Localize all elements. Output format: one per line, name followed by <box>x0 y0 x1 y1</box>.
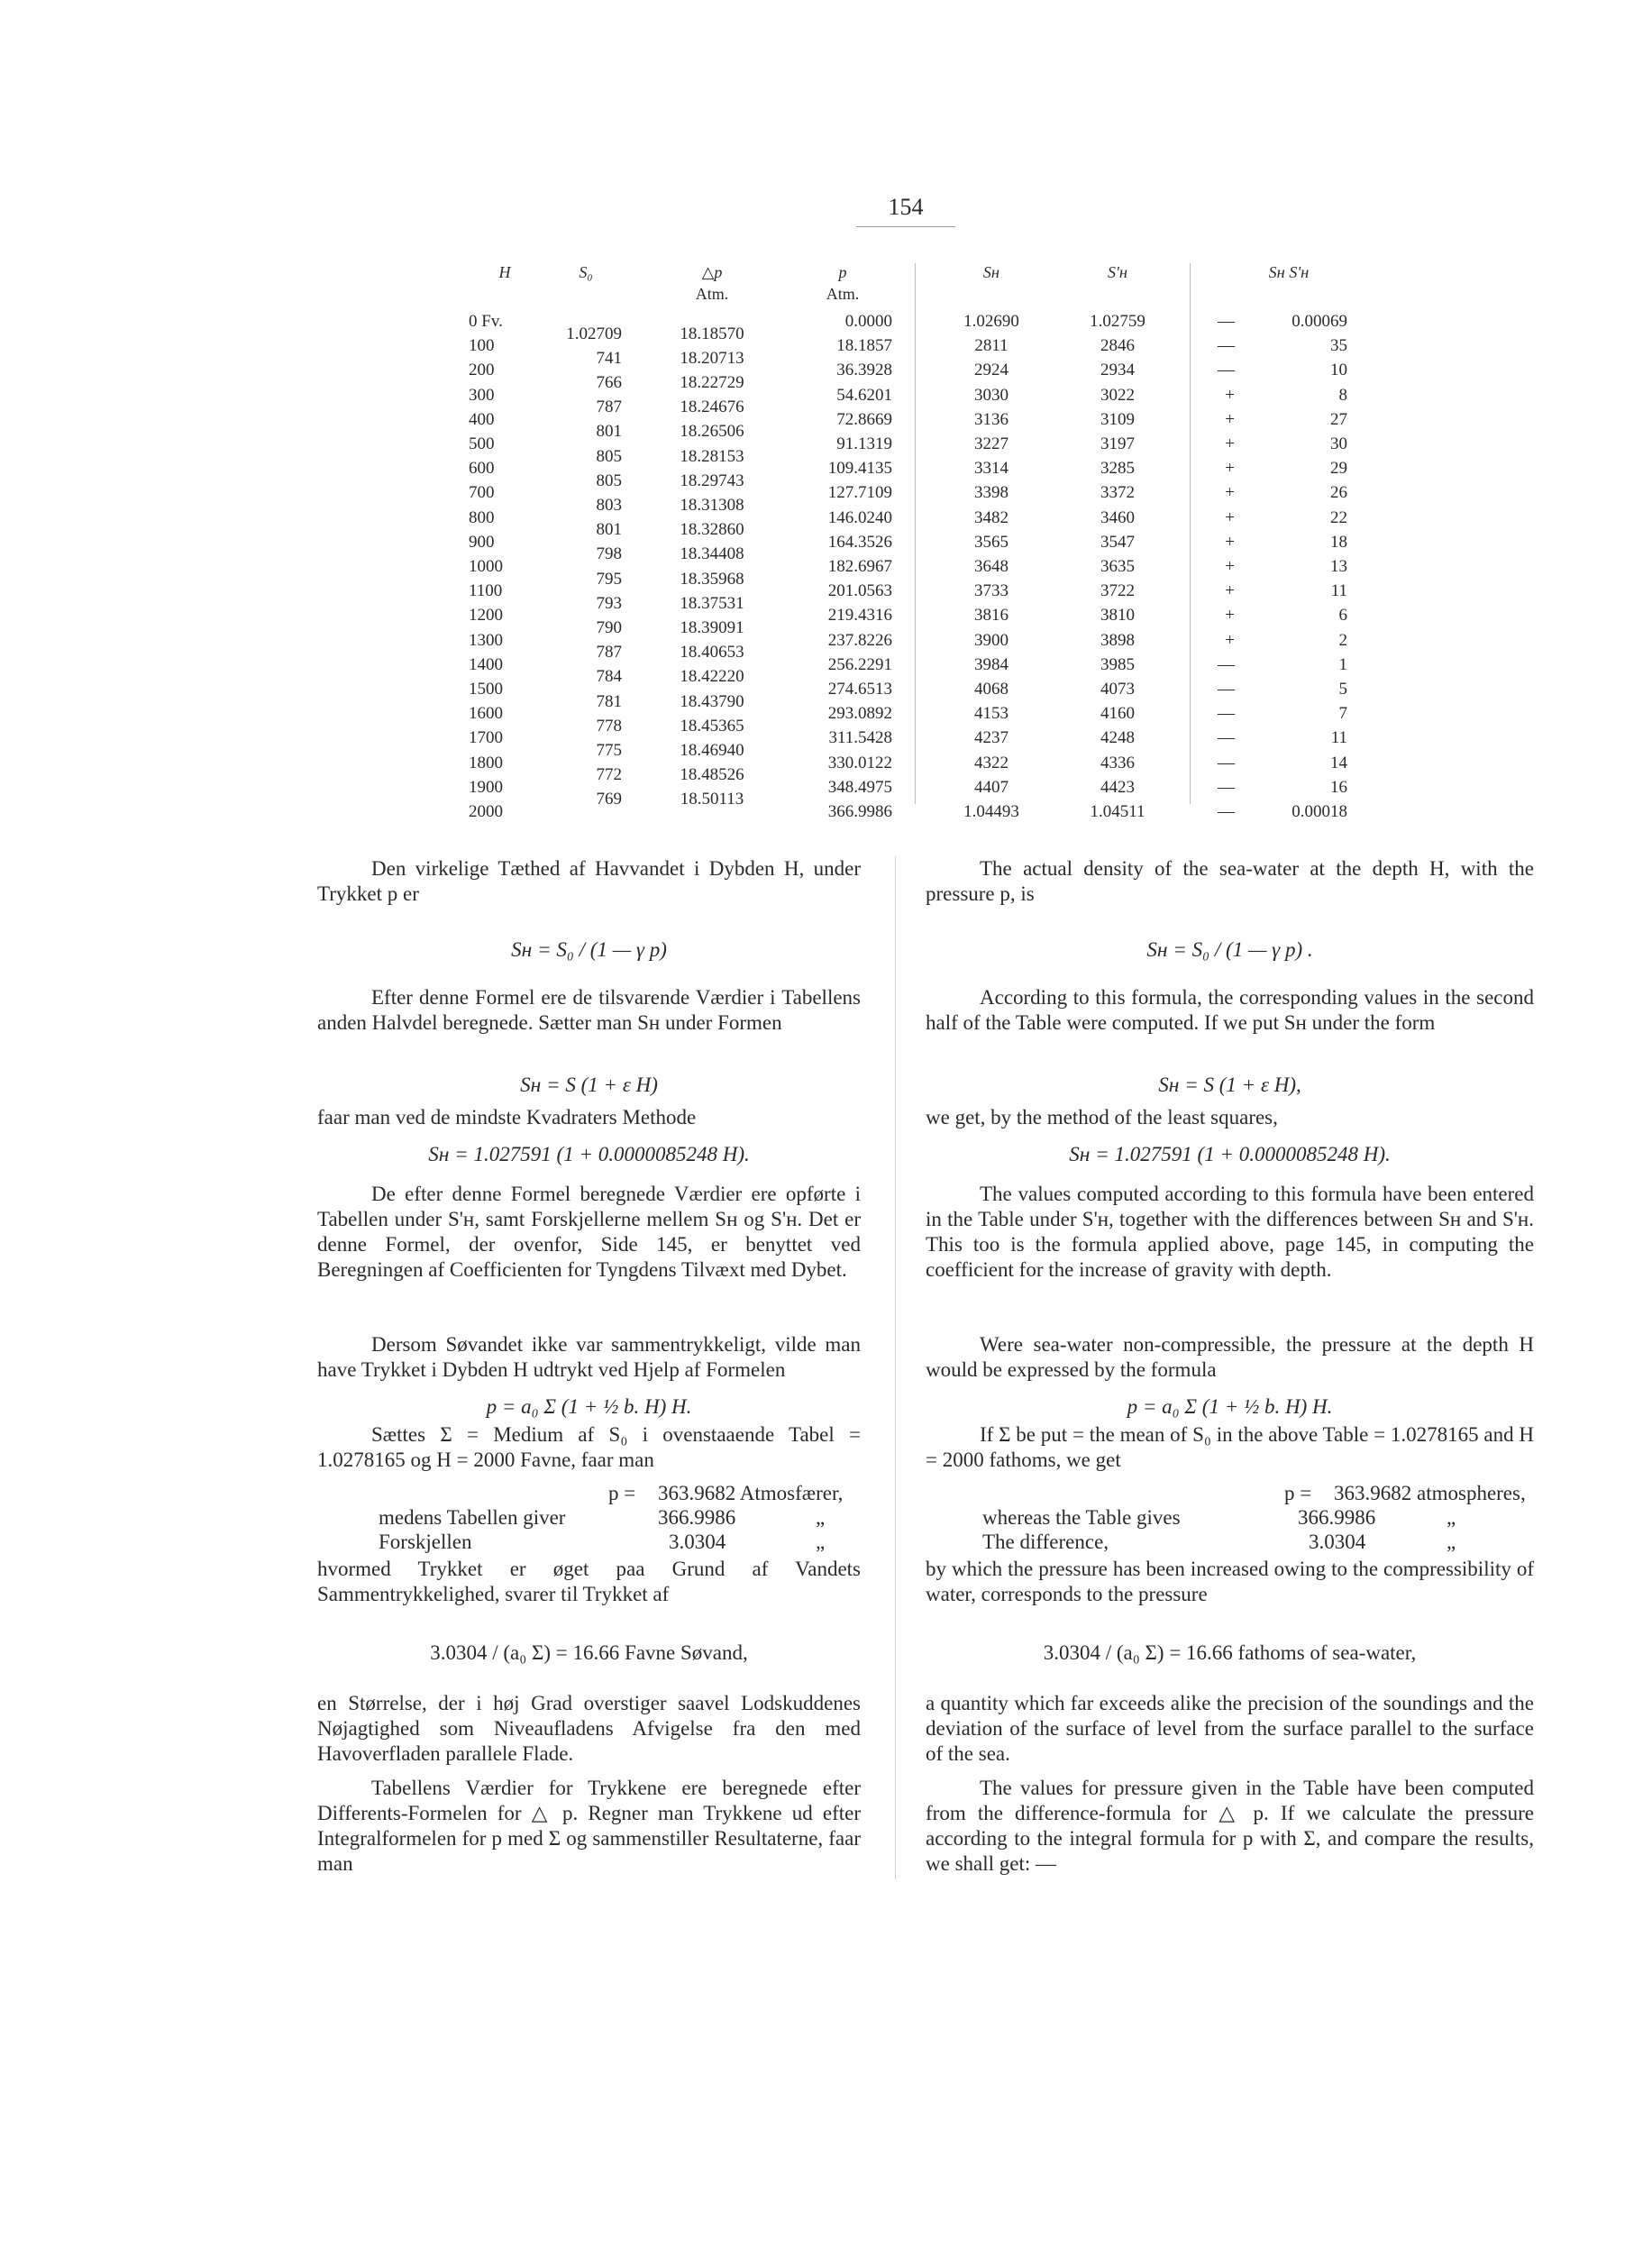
table-cell-sph: 1.04511 <box>1090 802 1145 821</box>
table-cell-sph: 3810 <box>1100 606 1135 626</box>
table-cell-so: 790 <box>596 618 622 637</box>
table-cell-sh: 4068 <box>974 680 1009 699</box>
right-formula-pressure: p = a₀ Σ (1 + ½ b. H) H. <box>1127 1395 1333 1418</box>
table-cell-diff: 0.00069 <box>1291 312 1347 331</box>
table-cell-diff: 11 <box>1330 728 1347 748</box>
table-cell-diff: 35 <box>1330 336 1347 356</box>
table-cell-sh: 3482 <box>974 507 1009 527</box>
table-cell-dp: 18.24676 <box>680 398 744 417</box>
header-h: H <box>498 263 511 281</box>
table-cell-diff-sign: + <box>1225 459 1235 479</box>
table-cell-sh: 2811 <box>974 336 1009 356</box>
right-para-4: The values computed according to this formula have been entered in the Table under S'ʜ, together with the differences between Sʜ and S'ʜ. This too is the formula applied above, page 145, in computing the coefficient for the increase of gravity with depth. <box>926 1183 1534 1281</box>
right-formula-fathoms: 3.0304 / (a₀ Σ) = 16.66 fathoms of sea-water, <box>1043 1641 1417 1664</box>
left-para-9: Tabellens Værdier for Trykkene ere beregnede efter Differents-Formelen for △ p. Regner man Trykkene ud efter Integralformelen for p med Σ og sammenstiller Resultaterne, faar man <box>317 1777 861 1875</box>
table-cell-diff-sign: + <box>1225 409 1235 429</box>
table-cell-p: 127.7109 <box>827 483 892 503</box>
table-cell-diff-sign: + <box>1225 385 1235 405</box>
table-cell-sph: 2846 <box>1100 336 1135 356</box>
table-cell-diff-sign: — <box>1218 336 1235 356</box>
table-cell-dp: 18.48526 <box>680 765 744 785</box>
left-para-5: Dersom Søvandet ikke var sammentrykkeligt, vilde man have Trykket i Dybden H udtrykt ved Hjelp af Formelen <box>317 1333 861 1381</box>
table-cell-diff: 14 <box>1330 753 1347 772</box>
table-cell-diff-sign: + <box>1225 557 1235 576</box>
table-cell-diff-sign: — <box>1218 802 1235 821</box>
table-cell-sph: 3547 <box>1100 532 1135 552</box>
table-cell-so: 803 <box>596 496 622 515</box>
table-cell-dp: 18.26506 <box>680 422 744 442</box>
table-cell-so: 1.02709 <box>566 324 622 343</box>
table-cell-so: 781 <box>596 691 622 711</box>
header-dp-unit: Atm. <box>695 285 729 303</box>
table-cell-diff: 11 <box>1330 581 1347 601</box>
table-cell-diff: 5 <box>1338 680 1347 699</box>
table-cell-p: 54.6201 <box>836 385 892 405</box>
table-cell-p: 330.0122 <box>827 753 892 772</box>
right-result-label-3: The difference, <box>982 1531 1109 1553</box>
table-cell-sph: 3372 <box>1100 483 1135 503</box>
table-cell-sph: 4073 <box>1100 680 1135 699</box>
table-cell-so: 805 <box>596 446 622 466</box>
right-result-mark-2: „ <box>1447 1506 1456 1529</box>
table-cell-sph: 3898 <box>1100 630 1135 650</box>
table-cell-sph: 3722 <box>1100 581 1135 601</box>
table-cell-so: 805 <box>596 471 622 490</box>
table-cell-so: 775 <box>596 741 622 760</box>
table-cell-sh: 3984 <box>974 654 1009 674</box>
table-cell-h: 200 <box>469 361 495 380</box>
table-cell-diff-sign: — <box>1218 753 1235 772</box>
left-result-label-2: medens Tabellen giver <box>379 1506 566 1529</box>
table-cell-p: 146.0240 <box>827 507 892 527</box>
table-cell-diff: 29 <box>1330 459 1347 479</box>
left-formula-density: Sʜ = S₀ / (1 — γ p) <box>511 938 667 961</box>
table-cell-h: 2000 <box>469 802 503 821</box>
table-cell-diff: 16 <box>1330 777 1347 797</box>
header-p-unit: Atm. <box>826 285 860 303</box>
table-cell-so: 801 <box>596 520 622 540</box>
table-cell-diff-sign: — <box>1218 312 1235 331</box>
right-para-3: we get, by the method of the least squares, <box>926 1106 1278 1129</box>
table-cell-so: 787 <box>596 398 622 417</box>
right-formula-least-squares: Sʜ = 1.027591 (1 + 0.0000085248 H). <box>1069 1143 1391 1165</box>
right-para-8: a quantity which far exceeds alike the precision of the soundings and the deviation of the surface of level from the surface parallel to the surface of the sea. <box>926 1692 1534 1765</box>
right-para-9: The values for pressure given in the Table have been computed from the difference-formula for △ p. If we calculate the pressure according to the integral formula for p with Σ, and compare the results, we shall get: — <box>926 1777 1534 1875</box>
table-cell-sph: 3985 <box>1100 654 1135 674</box>
table-cell-h: 300 <box>469 385 495 405</box>
table-cell-so: 798 <box>596 544 622 564</box>
table-cell-h: 800 <box>469 507 495 527</box>
left-para-1: Den virkelige Tæthed af Havvandet i Dybden H, under Trykket p er <box>317 857 861 905</box>
table-cell-sh: 3227 <box>974 434 1009 453</box>
table-cell-p: 109.4135 <box>827 459 892 479</box>
table-cell-sh: 4153 <box>974 704 1009 724</box>
table-cell-sph: 4336 <box>1100 753 1135 772</box>
table-cell-sh: 3816 <box>974 606 1009 626</box>
table-cell-h: 1700 <box>469 728 503 748</box>
table-cell-diff-sign: — <box>1218 361 1235 380</box>
header-sph: S'ʜ <box>1107 263 1128 281</box>
right-para-1: The actual density of the sea-water at the depth H, with the pressure p, is <box>926 857 1534 905</box>
table-rule <box>915 263 916 804</box>
table-cell-diff: 10 <box>1330 361 1347 380</box>
left-result-value-2: 366.9986 <box>658 1506 736 1529</box>
left-para-7: hvormed Trykket er øget paa Grund af Vandets Sammentrykkelighed, svarer til Trykket af <box>317 1558 861 1605</box>
table-cell-p: 256.2291 <box>827 654 892 674</box>
table-cell-p: 237.8226 <box>827 630 892 650</box>
table-cell-diff: 0.00018 <box>1291 802 1347 821</box>
table-cell-sh: 4237 <box>974 728 1009 748</box>
table-cell-h: 600 <box>469 459 495 479</box>
table-cell-sph: 4248 <box>1100 728 1135 748</box>
table-cell-p: 18.1857 <box>836 336 892 356</box>
table-rule <box>1190 263 1191 804</box>
table-cell-so: 766 <box>596 373 622 392</box>
table-cell-p: 182.6967 <box>827 557 892 576</box>
table-cell-h: 700 <box>469 483 495 503</box>
table-cell-diff-sign: + <box>1225 581 1235 601</box>
left-result-label-3: Forskjellen <box>379 1531 472 1553</box>
table-cell-h: 500 <box>469 434 495 453</box>
table-cell-sph: 3109 <box>1100 409 1135 429</box>
table-cell-so: 778 <box>596 716 622 736</box>
left-formula-fathoms: 3.0304 / (a₀ Σ) = 16.66 Favne Søvand, <box>430 1641 748 1664</box>
header-p: p <box>838 263 847 281</box>
table-cell-p: 348.4975 <box>827 777 892 797</box>
table-cell-diff: 30 <box>1330 434 1347 453</box>
right-formula-density: Sʜ = S₀ / (1 — γ p) . <box>1146 938 1313 961</box>
left-para-4: De efter denne Formel beregnede Værdier ere opførte i Tabellen under S'ʜ, samt Forskjellerne mellem Sʜ og S'ʜ. Det er denne Formel, der ovenfor, Side 145, er benyttet ved Beregningen af Coefficienten for Tyngdens Tilvæxt med Dybet. <box>317 1183 861 1281</box>
header-sh: Sʜ <box>982 263 1000 281</box>
table-cell-sh: 3900 <box>974 630 1009 650</box>
table-cell-h: 900 <box>469 532 495 552</box>
table-cell-h: 1300 <box>469 630 503 650</box>
table-cell-dp: 18.40653 <box>680 643 744 663</box>
table-cell-sh: 3030 <box>974 385 1009 405</box>
table-cell-dp: 18.50113 <box>680 790 744 809</box>
table-cell-p: 311.5428 <box>828 728 892 748</box>
table-cell-p: 0.0000 <box>844 312 892 331</box>
table-cell-sh: 1.04493 <box>963 802 1019 821</box>
table-cell-diff-sign: + <box>1225 532 1235 552</box>
table-cell-dp: 18.18570 <box>680 324 744 343</box>
table-cell-dp: 18.43790 <box>680 691 744 711</box>
table-cell-sh: 3733 <box>974 581 1009 601</box>
table-cell-h: 1900 <box>469 777 503 797</box>
table-cell-dp: 18.39091 <box>680 618 744 637</box>
table-cell-sph: 4423 <box>1100 777 1135 797</box>
table-cell-sh: 3136 <box>974 409 1009 429</box>
left-formula-pressure: p = a₀ Σ (1 + ½ b. H) H. <box>486 1395 692 1418</box>
table-cell-diff: 8 <box>1338 385 1347 405</box>
table-cell-dp: 18.34408 <box>680 544 744 564</box>
table-cell-diff: 2 <box>1338 630 1347 650</box>
table-cell-sph: 4160 <box>1100 704 1135 724</box>
table-cell-sph: 1.02759 <box>1090 312 1145 331</box>
table-cell-sph: 3460 <box>1100 507 1135 527</box>
table-cell-diff: 22 <box>1330 507 1347 527</box>
table-cell-p: 201.0563 <box>827 581 892 601</box>
table-cell-sph: 3197 <box>1100 434 1135 453</box>
table-cell-so: 784 <box>596 667 622 687</box>
header-so: S₀ <box>579 263 593 281</box>
table-cell-h: 1000 <box>469 557 503 576</box>
table-cell-dp: 18.35968 <box>680 569 744 589</box>
table-cell-p: 36.3928 <box>836 361 892 380</box>
table-cell-so: 787 <box>596 643 622 663</box>
table-cell-h: 1200 <box>469 606 503 626</box>
table-cell-diff: 7 <box>1338 704 1347 724</box>
right-para-2: According to this formula, the corresponding values in the second half of the Table were computed. If we put Sʜ under the form <box>926 986 1534 1034</box>
table-cell-p: 91.1319 <box>836 434 892 453</box>
right-para-6: If Σ be put = the mean of S₀ in the above Table = 1.0278165 and H = 2000 fathoms, we get <box>926 1423 1534 1471</box>
table-cell-dp: 18.37531 <box>680 593 744 613</box>
table-cell-diff-sign: — <box>1218 654 1235 674</box>
table-cell-h: 0 Fv. <box>469 312 503 331</box>
table-cell-sh: 3648 <box>974 557 1009 576</box>
table-cell-so: 793 <box>596 593 622 613</box>
table-cell-diff-sign: — <box>1218 728 1235 748</box>
table-cell-diff-sign: + <box>1225 630 1235 650</box>
right-formula-form: Sʜ = S (1 + ε H), <box>1158 1074 1301 1096</box>
right-result-label-1: p = <box>1284 1482 1312 1504</box>
table-cell-p: 366.9986 <box>827 802 892 821</box>
left-para-6: Sættes Σ = Medium af S₀ i ovenstaaende Tabel = 1.0278165 og H = 2000 Favne, faar man <box>317 1423 861 1471</box>
table-cell-so: 801 <box>596 422 622 442</box>
table-cell-dp: 18.45365 <box>680 716 744 736</box>
left-formula-form: Sʜ = S (1 + ε H) <box>520 1074 658 1096</box>
header-dp: △p <box>701 263 723 281</box>
table-cell-dp: 18.42220 <box>680 667 744 687</box>
table-cell-dp: 18.32860 <box>680 520 744 540</box>
left-result-value-3: 3.0304 <box>669 1531 726 1553</box>
header-diff: Sʜ S'ʜ <box>1268 263 1310 281</box>
table-cell-sh: 4407 <box>974 777 1009 797</box>
left-para-2: Efter denne Formel ere de tilsvarende Værdier i Tabellens anden Halvdel beregnede. Sætter man Sʜ under Formen <box>317 986 861 1034</box>
table-cell-diff-sign: — <box>1218 777 1235 797</box>
table-cell-diff: 27 <box>1330 409 1347 429</box>
table-cell-sph: 3285 <box>1100 459 1135 479</box>
table-cell-h: 1500 <box>469 680 503 699</box>
table-cell-diff: 6 <box>1338 606 1347 626</box>
table-cell-diff-sign: + <box>1225 606 1235 626</box>
table-cell-diff-sign: + <box>1225 483 1235 503</box>
column-divider <box>895 856 896 1879</box>
page-number: 154 <box>856 194 955 227</box>
table-cell-diff-sign: + <box>1225 507 1235 527</box>
table-cell-diff: 13 <box>1330 557 1347 576</box>
table-cell-p: 164.3526 <box>827 532 892 552</box>
right-result-value-2: 366.9986 <box>1298 1506 1376 1529</box>
table-cell-sh: 1.02690 <box>963 312 1019 331</box>
table-cell-diff-sign: — <box>1218 680 1235 699</box>
table-cell-sph: 3635 <box>1100 557 1135 576</box>
table-cell-h: 400 <box>469 409 495 429</box>
left-formula-least-squares: Sʜ = 1.027591 (1 + 0.0000085248 H). <box>428 1143 750 1165</box>
table-cell-dp: 18.29743 <box>680 471 744 490</box>
table-cell-so: 772 <box>596 765 622 785</box>
right-result-value-1: 363.9682 atmospheres, <box>1334 1482 1526 1504</box>
table-cell-h: 1600 <box>469 704 503 724</box>
table-cell-dp: 18.28153 <box>680 446 744 466</box>
right-result-label-2: whereas the Table gives <box>982 1506 1181 1529</box>
table-cell-sph: 2934 <box>1100 361 1135 380</box>
table-cell-diff: 1 <box>1338 654 1347 674</box>
table-cell-sh: 3314 <box>974 459 1009 479</box>
table-cell-h: 1100 <box>469 581 503 601</box>
table-cell-dp: 18.31308 <box>680 496 744 515</box>
table-cell-p: 72.8669 <box>836 409 892 429</box>
table-cell-sh: 3398 <box>974 483 1009 503</box>
left-result-mark-3: „ <box>816 1531 826 1553</box>
left-result-label-1: p = <box>608 1482 636 1504</box>
table-cell-so: 769 <box>596 790 622 809</box>
left-para-3: faar man ved de mindste Kvadraters Methode <box>317 1106 697 1129</box>
right-para-5: Were sea-water non-compressible, the pressure at the depth H would be expressed by the formula <box>926 1333 1534 1381</box>
table-cell-dp: 18.22729 <box>680 373 744 392</box>
right-para-7: by which the pressure has been increased owing to the compressibility of water, corresponds to the pressure <box>926 1558 1534 1605</box>
table-cell-p: 219.4316 <box>827 606 892 626</box>
table-cell-sh: 4322 <box>974 753 1009 772</box>
table-cell-dp: 18.20713 <box>680 348 744 368</box>
right-result-value-3: 3.0304 <box>1309 1531 1366 1553</box>
table-cell-p: 274.6513 <box>827 680 892 699</box>
table-cell-so: 795 <box>596 569 622 589</box>
table-cell-p: 293.0892 <box>827 704 892 724</box>
table-cell-sph: 3022 <box>1100 385 1135 405</box>
right-result-mark-3: „ <box>1447 1531 1456 1553</box>
left-para-8: en Størrelse, der i høj Grad overstiger saavel Lodskuddenes Nøjagtighed som Niveaufladens Afvigelse fra den med Havoverfladen parallele Flade. <box>317 1692 861 1765</box>
table-cell-h: 100 <box>469 336 495 356</box>
table-cell-h: 1400 <box>469 654 503 674</box>
table-cell-diff: 18 <box>1330 532 1347 552</box>
left-result-mark-2: „ <box>816 1506 826 1529</box>
table-cell-sh: 2924 <box>974 361 1009 380</box>
left-result-value-1: 363.9682 Atmosfærer, <box>658 1482 844 1504</box>
table-cell-h: 1800 <box>469 753 503 772</box>
table-cell-so: 741 <box>596 348 622 368</box>
table-cell-diff-sign: + <box>1225 434 1235 453</box>
table-cell-sh: 3565 <box>974 532 1009 552</box>
table-cell-dp: 18.46940 <box>680 741 744 760</box>
table-cell-diff-sign: — <box>1218 704 1235 724</box>
table-cell-diff: 26 <box>1330 483 1347 503</box>
data-table <box>469 263 1370 821</box>
